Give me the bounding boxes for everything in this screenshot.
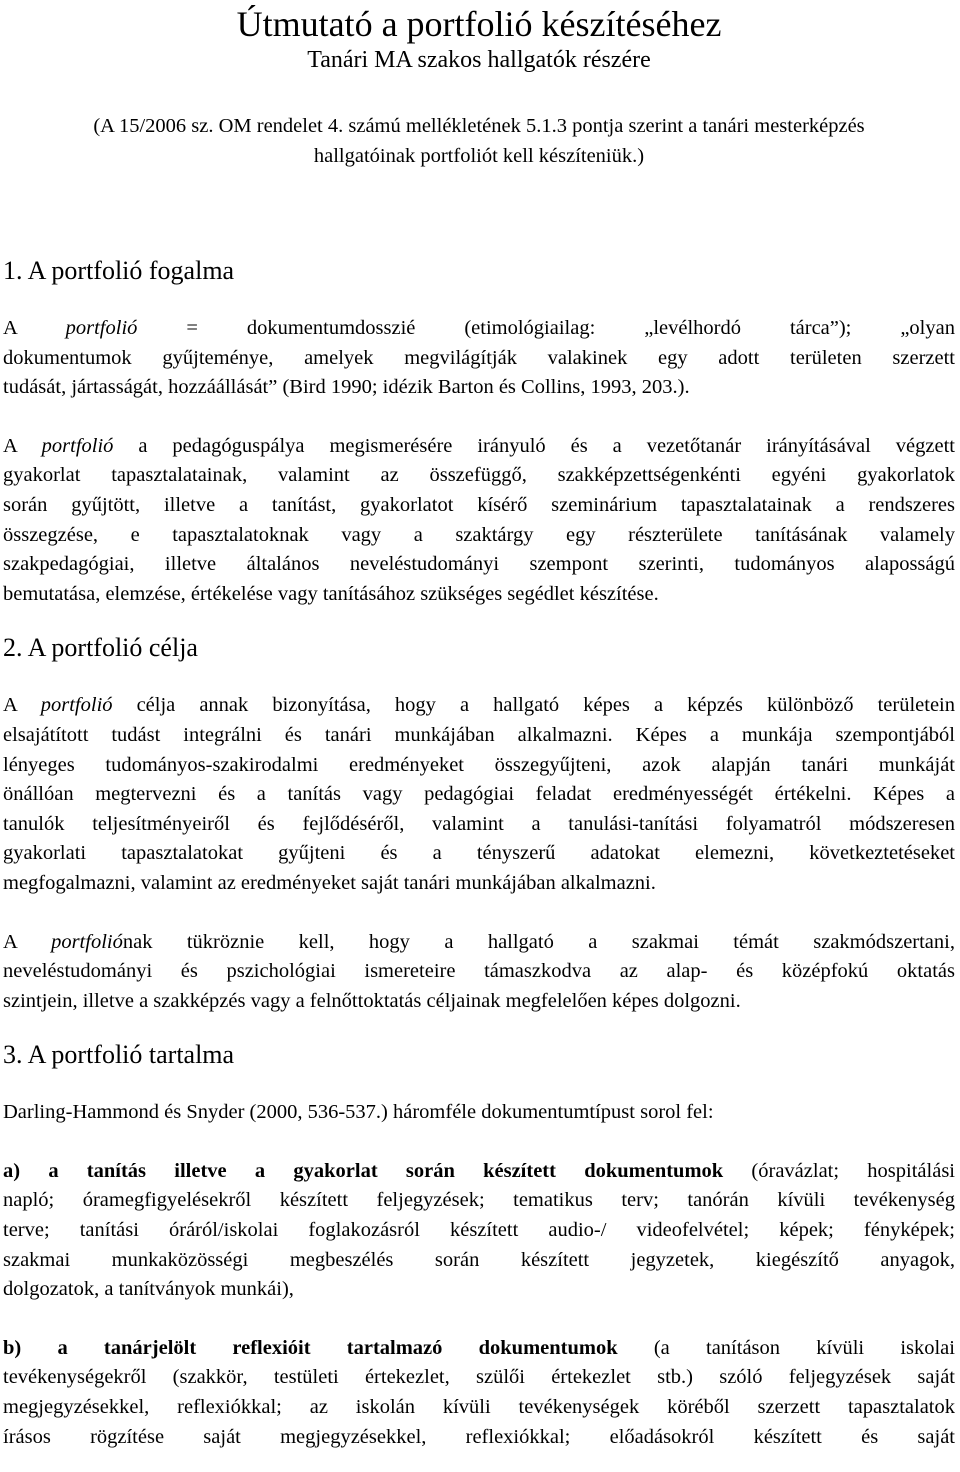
italic-term: portfolió — [40, 694, 113, 717]
text-line: b) a tanárjelölt reflexióit tartalmazó dokumentumok (a tanításon kívüli iskolai — [3, 1336, 955, 1359]
text-line: A portfolió = dokumentumdosszié (etimológiailag: „levélhordó tárca”); „olyan — [3, 317, 955, 339]
list-item-a — [3, 1157, 955, 1305]
text-line: neveléstudományi és pszichológiai ismereteire támaszkodva az alap- és középfokú oktatás — [3, 960, 955, 983]
text-line: összegzése, e tapasztalatoknak vagy a szaktárgy egy részterülete tanításának valamely — [3, 523, 955, 546]
italic-term: portfolió — [65, 317, 138, 339]
text-line: gyakorlat tapasztalatainak, valamint az összefüggő, szakképzettségenkénti egyéni gyakorlatok — [3, 464, 955, 487]
italic-term: portfolió — [41, 434, 114, 457]
text-line: A portfolió a pedagóguspálya megismerésére irányuló és a vezetőtanár irányításával végzett — [3, 434, 955, 457]
paragraph — [3, 928, 955, 1017]
text-line: napló; óramegfigyelésekről készített feljegyzések; tematikus terv; tanórán kívüli tevékenység — [3, 1189, 955, 1212]
decree-line: (A 15/2006 sz. OM rendelet 4. számú mellékletének 5.1.3 pontja szerint a tanári mesterképzés — [93, 115, 865, 137]
section-heading: 3. A portfolió tartalma — [3, 1040, 235, 1070]
bold-term: b) a tanárjelölt reflexióit tartalmazó dokumentumok — [3, 1336, 618, 1359]
document-subtitle: Tanári MA szakos hallgatók részére — [307, 47, 651, 73]
text-line: A portfoliónak tükröznie kell, hogy a hallgató a szakmai témát szakmódszertani, — [3, 930, 955, 953]
text-line: a) a tanítás illetve a gyakorlat során készített dokumentumok (óravázlat; hospitálási — [3, 1159, 955, 1182]
text-line: tudását, jártasságát, hozzáállását” (Bird 1990; idézik Barton és Collins, 1993, 203.). — [3, 376, 690, 399]
paragraph — [3, 432, 955, 610]
section-heading: 1. A portfolió fogalma — [3, 256, 235, 285]
text-line: A portfolió célja annak bizonyítása, hogy a hallgató képes a képzés különböző területein — [3, 694, 955, 717]
text-line: Darling-Hammond és Snyder (2000, 536-537.) háromféle dokumentumtípust sorol fel: — [3, 1101, 714, 1124]
text-line: lényeges tudományos-szakirodalmi eredményeket összegyűjteni, azok alapján tanári munkáját — [3, 753, 955, 776]
paragraph — [3, 1098, 955, 1128]
text-line: gyakorlati tapasztalatokat gyűjteni és a tényszerű adatokat elemezni, következtetéseket — [3, 842, 955, 865]
title-block — [3, 4, 955, 76]
decree-note — [3, 111, 955, 171]
text-line: szakmai munkaközösségi megbeszélés során készített jegyzetek, kiegészítő anyagok, — [3, 1248, 955, 1271]
italic-term: portfolió — [51, 930, 123, 953]
text-line: tevékenységekről (szakkör, testületi értekezlet, szülői értekezlet stb.) szóló feljegyzések saját — [3, 1366, 955, 1389]
decree-line: hallgatóinak portfoliót kell készíteniük.) — [313, 145, 645, 167]
text-line: megfogalmazni, valamint az eredményeket saját tanári munkájában alkalmazni. — [3, 871, 656, 894]
section-heading: 2. A portfolió célja — [3, 633, 198, 663]
text-line: elsajátított tudást integrálni és tanári munkájában alkalmazni. Képes a munkája szempontjából — [3, 723, 955, 746]
paragraph — [3, 314, 955, 403]
paragraph — [3, 691, 955, 898]
text-line: önállóan megtervezni és a tanítás vagy pedagógiai feladat eredményességét értékelni. Képes a — [3, 783, 955, 806]
list-item-b — [3, 1334, 955, 1452]
text-line: bemutatása, elemzése, értékelése vagy tanításához szükséges segédlet készítése. — [3, 582, 659, 605]
text-line: tanulók teljesítményeiről és fejlődéséről, valamint a tanulási-tanítási folyamatról módszeresen — [3, 812, 955, 835]
document-page — [3, 0, 955, 1452]
text-line: dokumentumok gyűjteménye, amelyek megvilágítják valakinek egy adott területen szerzett — [3, 346, 955, 369]
text-line: megjegyzésekkel, reflexiókkal; az iskolán kívüli tevékenységek köréből szerzett tapasztalatok — [3, 1396, 955, 1419]
text-line: szakpedagógiai, illetve általános neveléstudományi szempont szerinti, tudományos alaposságú — [3, 553, 955, 576]
text-line: írásos rögzítése saját megjegyzésekkel, reflexiókkal; előadásokról készített és saját — [3, 1425, 955, 1448]
text-line: terve; tanítási óráról/iskolai foglakozásról készített audio-/ videofelvétel; képek; fényképek; — [3, 1219, 955, 1242]
text-line: szintjein, illetve a szakképzés vagy a felnőttoktatás céljainak megfelelően képes dolgozni. — [3, 989, 741, 1012]
text-line: során gyűjtött, illetve a tanítást, gyakorlatot kísérő szeminárium tapasztalatainak a rendszeres — [3, 493, 955, 516]
bold-term: a) a tanítás illetve a gyakorlat során készített dokumentumok — [3, 1159, 724, 1182]
document-title: Útmutató a portfolió készítéséhez — [236, 4, 722, 44]
text-line: dolgozatok, a tanítványok munkái), — [3, 1278, 294, 1301]
